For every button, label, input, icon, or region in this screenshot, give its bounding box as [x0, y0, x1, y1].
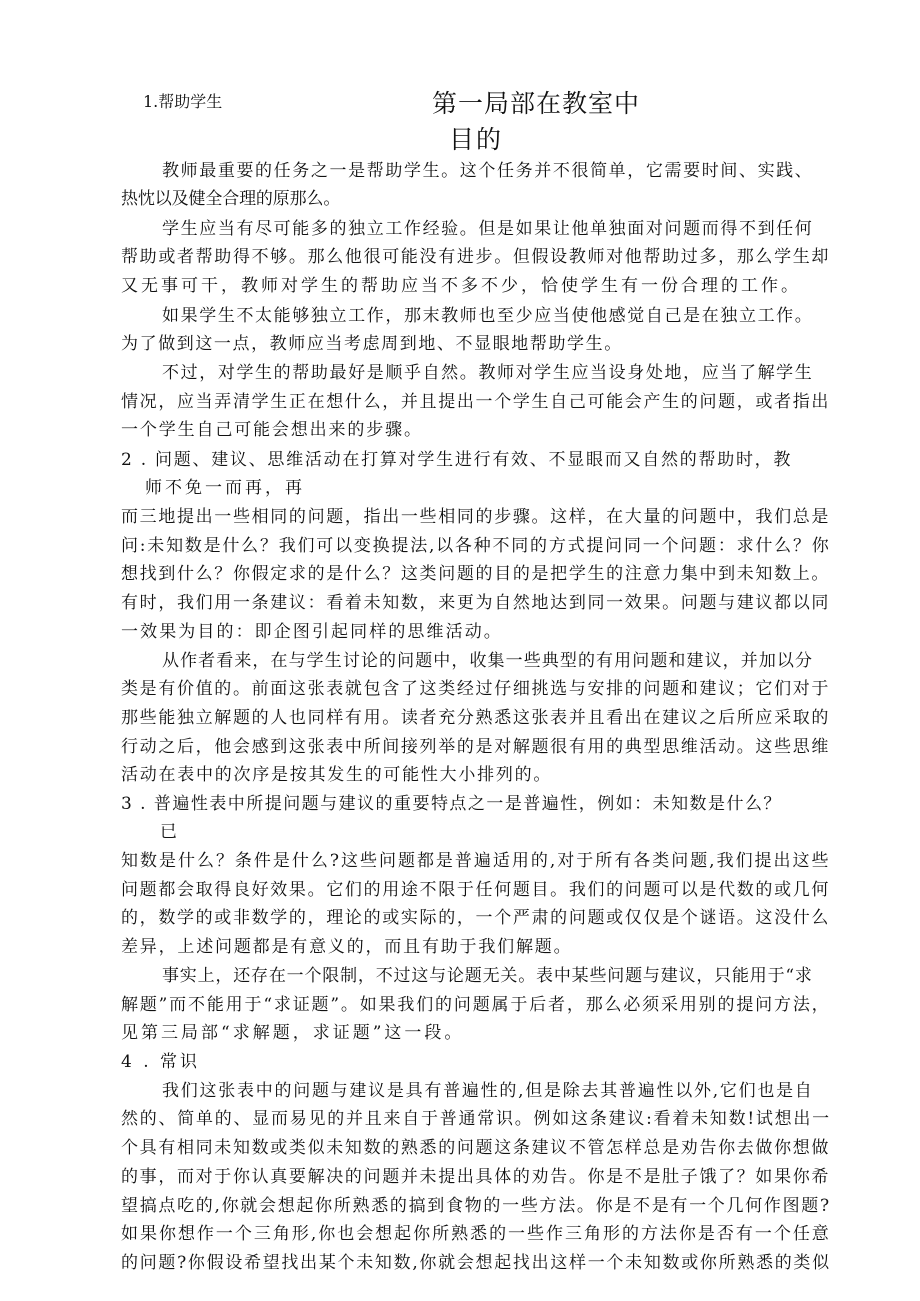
text-line: 而三地提出一些相同的问题，指出一些相同的步骤。这样，在大量的问题中，我们总是 — [121, 507, 831, 527]
text-line: 为了做到这一点，教师应当考虑周到地、不显眼地帮助学生。 — [121, 334, 623, 354]
text-line: 行动之后，他会感到这张表中所间接列举的是对解题很有用的典型思维活动。这些思维 — [121, 737, 831, 757]
text-line: 从作者看来，在与学生讨论的问题中，收集一些典型的有用问题和建议，并加以分 — [162, 651, 814, 671]
text-line: 想找到什么？你假定求的是什么？这类问题的目的是把学生的注意力集中到未知数上。 — [121, 564, 831, 584]
text-line: 解题”而不能用于“求证题”。如果我们的问题属于后者，那么必须采用别的提问方法， — [121, 995, 831, 1015]
text-line: 个具有相同未知数或类似未知数的熟悉的问题这条建议不管怎样总是劝告你去做你想做 — [121, 1138, 831, 1158]
text-line: 情况，应当弄清学生正在想什么，并且提出一个学生自己可能会产生的问题，或者指出 — [121, 392, 831, 412]
text-line: 已 — [160, 822, 180, 842]
text-line: 3 . 普遍性表中所提问题与建议的重要特点之一是普遍性，例如：未知数是什么？ — [121, 794, 782, 814]
text-line: 问:未知数是什么？我们可以变换提法,以各种不同的方式提问同一个问题：求什么？你 — [121, 536, 831, 556]
text-line: 然的、简单的、显而易见的并且来自于普通常识。例如这条建议:看着未知数!试想出一 — [121, 1109, 831, 1129]
section-label: 1.帮助学生 — [143, 92, 223, 111]
text-line: 的，数学的或非数学的，理论的或实际的，一个严肃的问题或仅仅是个谜语。这没什么 — [121, 908, 831, 928]
page-subtitle: 目的 — [449, 125, 504, 154]
text-line: 学生应当有尽可能多的独立工作经验。但是如果让他单独面对问题而得不到任何 — [162, 219, 814, 239]
text-line: 类是有价值的。前面这张表就包含了这类经过仔细挑选与安排的问题和建议；它们对于 — [121, 679, 831, 699]
text-line: 师不免一而再，再 — [145, 478, 305, 498]
text-line: 差异，上述问题都是有意义的，而且有助于我们解题。 — [121, 937, 573, 957]
text-line: 望搞点吃的,你就会想起你所熟悉的搞到食物的一些方法。你是不是有一个几何作图题? — [121, 1196, 831, 1216]
text-line: 热忱以及健全合理的原那么。 — [121, 189, 341, 209]
text-line: 教师最重要的任务之一是帮助学生。这个任务并不很简单，它需要时间、实践、 — [162, 161, 814, 181]
text-line: 又无事可干，教师对学生的帮助应当不多不少，恰使学生有一份合理的工作。 — [121, 276, 801, 296]
text-line: 事实上，还存在一个限制，不过这与论题无关。表中某些问题与建议，只能用于“求 — [162, 966, 813, 986]
text-line: 帮助或者帮助得不够。那么他很可能没有进步。但假设教师对他帮助过多，那么学生却 — [121, 247, 831, 267]
text-line: 如果你想作一个三角形,你也会想起你所熟悉的一些作三角形的方法你是否有一个任意 — [121, 1224, 831, 1244]
text-line: 见第三局部“求解题，求证题”这一段。 — [121, 1023, 465, 1043]
text-line: 不过，对学生的帮助最好是顺乎自然。教师对学生应当设身处地，应当了解学生 — [162, 363, 814, 383]
text-line: 一个学生自己可能会想出来的步骤。 — [121, 420, 423, 440]
page-title: 第一局部在教室中 — [432, 89, 641, 118]
text-line: 我们这张表中的问题与建议是具有普遍性的,但是除去其普遍性以外,它们也是自 — [162, 1081, 814, 1101]
text-line: 那些能独立解题的人也同样有用。读者充分熟悉这张表并且看出在建议之后所应采取的 — [121, 708, 831, 728]
text-line: 4 . 常识 — [121, 1052, 201, 1072]
text-line: 如果学生不太能够独立工作，那末教师也至少应当使他感觉自己是在独立工作。 — [162, 306, 814, 326]
text-line: 的问题?你假设希望找出某个未知数,你就会想起找出这样一个未知数或你所熟悉的类似 — [121, 1253, 831, 1273]
text-line: 活动在表中的次序是按其发生的可能性大小排列的。 — [121, 765, 553, 785]
text-line: 2 . 问题、建议、思维活动在打算对学生进行有效、不显眼而又自然的帮助时，教 — [121, 450, 793, 470]
text-line: 一效果为目的：即企图引起同样的思维活动。 — [121, 622, 503, 642]
text-line: 知数是什么？条件是什么?这些问题都是普遍适用的,对于所有各类问题,我们提出这些 — [121, 851, 831, 871]
text-line: 的事，而对于你认真要解决的问题并未提出具体的劝告。你是不是肚子饿了？如果你希 — [121, 1167, 831, 1187]
text-line: 有时，我们用一条建议：看着未知数，来更为自然地达到同一效果。问题与建议都以同 — [121, 593, 831, 613]
text-line: 问题都会取得良好效果。它们的用途不限于任何题目。我们的问题可以是代数的或几何 — [121, 880, 831, 900]
